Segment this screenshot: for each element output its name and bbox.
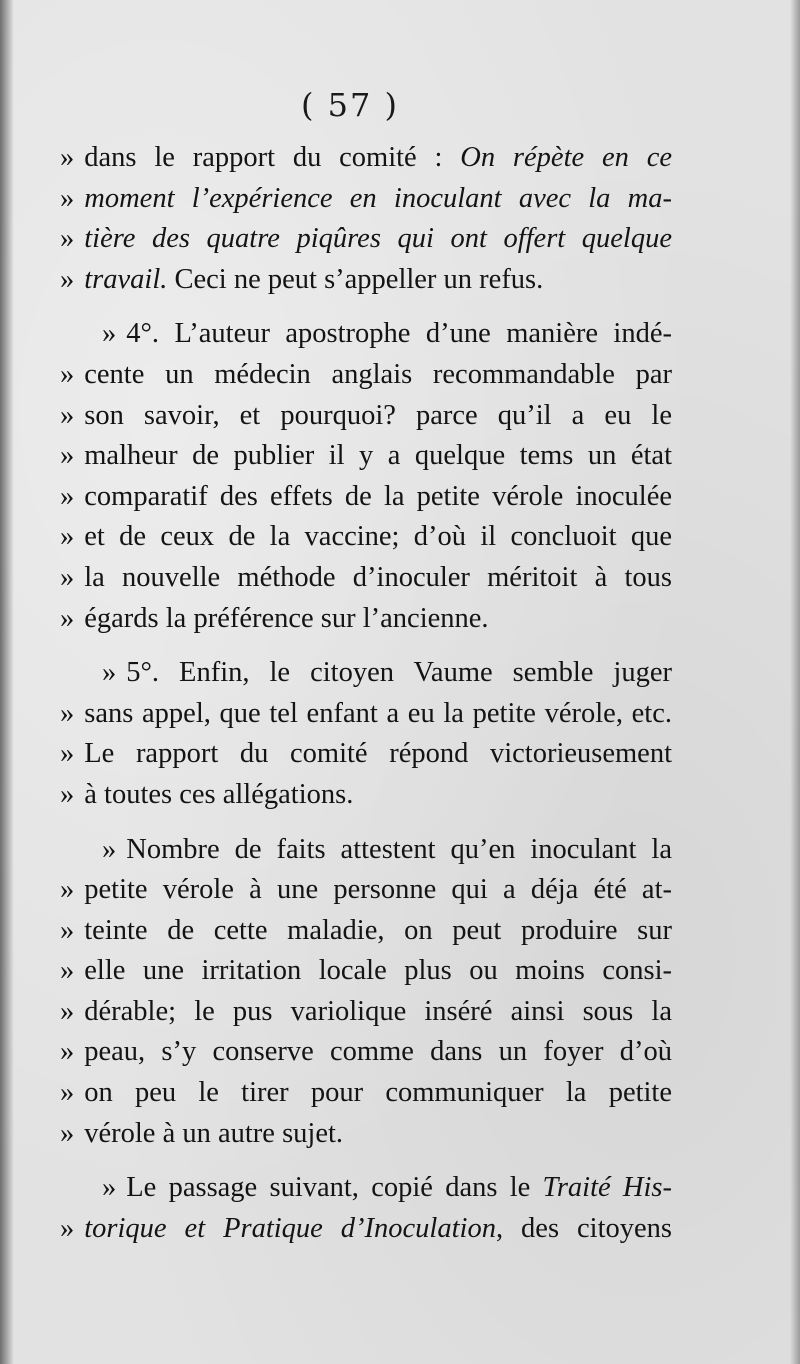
quote-mark: » — [60, 697, 75, 729]
quote-mark: » — [60, 521, 75, 553]
line-text: 5°. Enfin, le citoyen Vaume semble juger — [126, 657, 672, 689]
line-text: vérole à un autre sujet. — [84, 1117, 344, 1149]
text-line — [60, 599, 672, 640]
quote-mark: » — [60, 561, 75, 593]
text-line — [60, 992, 672, 1033]
line-text: petite vérole à une personne qui a déja été at- — [84, 874, 672, 906]
text-line — [60, 558, 672, 599]
text-line — [60, 694, 672, 735]
line-text: Ceci ne peut s’appeller un refus. — [167, 263, 544, 295]
text-line — [60, 1168, 672, 1209]
quote-mark: » — [60, 142, 75, 173]
text-line — [60, 355, 672, 396]
quote-mark: » — [60, 1117, 75, 1149]
text-line — [60, 179, 672, 220]
text-line — [60, 314, 672, 355]
line-text: et de ceux de la vaccine; d’où il concluoit que — [84, 521, 672, 553]
quote-mark: » — [102, 1172, 117, 1204]
line-text: à toutes ces allégations. — [84, 778, 354, 810]
paragraph-gap — [60, 1154, 672, 1168]
quote-mark: » — [60, 738, 75, 770]
line-text: Le passage suivant, copié dans le — [126, 1172, 543, 1204]
text-line — [60, 775, 672, 816]
text-line — [60, 219, 672, 260]
paragraph — [60, 1168, 672, 1249]
quote-mark: » — [60, 399, 75, 431]
line-text: égards la préférence sur l’ancienne. — [84, 602, 489, 634]
paragraph — [60, 653, 672, 815]
text-line — [60, 1209, 672, 1250]
text-line — [60, 653, 672, 694]
quote-mark: » — [60, 602, 75, 634]
quote-mark: » — [60, 914, 75, 946]
text-line — [60, 436, 672, 477]
italic-text: travail. — [84, 263, 168, 295]
line-text: cente un médecin anglais recommandable par — [84, 358, 672, 390]
text-line — [60, 396, 672, 437]
quote-mark: » — [60, 1036, 75, 1068]
italic-text: moment l’expérience en inoculant avec la ma- — [84, 182, 672, 214]
quote-mark: » — [60, 223, 75, 255]
paragraph-gap — [60, 816, 672, 830]
quote-mark: » — [102, 657, 117, 689]
quote-mark: » — [60, 778, 75, 810]
italic-text: tière des quatre piqûres qui ont offert quelque — [84, 223, 672, 255]
italic-text: torique et Pratique d’Inoculation — [84, 1212, 496, 1244]
page-number: ( 57 ) — [300, 86, 400, 124]
quote-mark: » — [60, 263, 75, 295]
quote-mark: » — [60, 440, 75, 472]
page-left-edge — [0, 0, 14, 1364]
paragraph-gap — [60, 639, 672, 653]
text-line — [60, 911, 672, 952]
line-text: son savoir, et pourquoi? parce qu’il a eu le — [84, 399, 672, 431]
quote-mark: » — [60, 1077, 75, 1109]
quote-mark: » — [60, 358, 75, 390]
line-text: dérable; le pus variolique inséré ainsi sous la — [84, 995, 672, 1027]
paragraph-gap — [60, 300, 672, 314]
text-line — [60, 830, 672, 871]
paragraph — [60, 830, 672, 1155]
italic-text: On répète en ce — [460, 142, 672, 173]
text-line — [60, 260, 672, 301]
line-text: on peu le tirer pour communiquer la petite — [84, 1077, 672, 1109]
line-text: teinte de cette maladie, on peut produire sur — [84, 914, 672, 946]
text-line — [60, 138, 672, 179]
line-text: , des citoyens — [495, 1212, 672, 1244]
line-text: malheur de publier il y a quelque tems un état — [84, 440, 672, 472]
line-text: sans appel, que tel enfant a eu la petite vérole, etc. — [84, 697, 672, 729]
text-line — [60, 1032, 672, 1073]
text-line — [60, 870, 672, 911]
line-text: peau, s’y conserve comme dans un foyer d’où — [84, 1036, 672, 1068]
text-line — [60, 1114, 672, 1155]
page-right-edge — [790, 0, 800, 1364]
text-line — [60, 477, 672, 518]
text-line — [60, 951, 672, 992]
line-text: Nombre de faits attestent qu’en inoculant la — [126, 833, 672, 865]
italic-text: Traité His- — [542, 1172, 673, 1204]
quote-mark: » — [60, 955, 75, 987]
quote-mark: » — [60, 1212, 75, 1244]
line-text: elle une irritation locale plus ou moins consi- — [84, 955, 672, 987]
line-text: Le rapport du comité répond victorieusement — [84, 738, 672, 770]
paragraph — [60, 138, 672, 300]
text-line — [60, 517, 672, 558]
text-line — [60, 734, 672, 775]
line-text: la nouvelle méthode d’inoculer méritoit à tous — [84, 561, 672, 593]
text-line — [60, 1073, 672, 1114]
line-text: dans le rapport du comité : — [84, 142, 461, 173]
line-text: 4°. L’auteur apostrophe d’une manière indé- — [126, 318, 672, 350]
quote-mark: » — [102, 318, 117, 350]
quote-mark: » — [60, 480, 75, 512]
quote-mark: » — [60, 182, 75, 214]
line-text: comparatif des effets de la petite vérole inoculée — [84, 480, 672, 512]
quote-mark: » — [60, 995, 75, 1027]
paragraph — [60, 314, 672, 639]
quote-mark: » — [102, 833, 117, 865]
body-text — [60, 138, 672, 1249]
quote-mark: » — [60, 874, 75, 906]
